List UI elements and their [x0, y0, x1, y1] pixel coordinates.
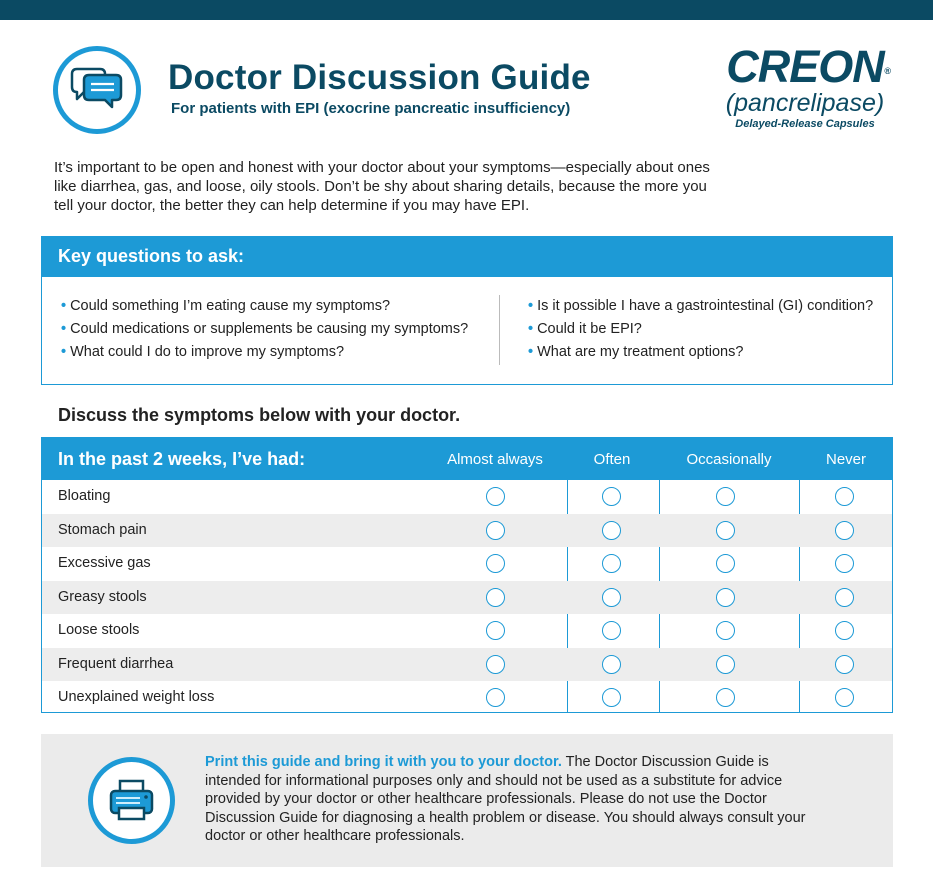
print-notice	[41, 734, 893, 867]
bullet: •	[61, 298, 67, 314]
symptom-rows	[42, 480, 892, 715]
symptom-label: Unexplained weight loss	[58, 689, 215, 705]
question-item: • Could something I’m eating cause my symptoms?	[61, 298, 391, 314]
question-item: • What are my treatment options?	[528, 344, 744, 360]
radio-often[interactable]	[602, 655, 621, 674]
radio-almost-always[interactable]	[486, 655, 505, 674]
logo-description: Delayed-Release Capsules	[735, 118, 875, 130]
symptom-table	[41, 437, 893, 713]
questions-divider	[499, 295, 500, 365]
bullet: •	[528, 344, 534, 360]
key-questions-box	[41, 236, 893, 385]
radio-never[interactable]	[835, 588, 854, 607]
questions-right-column	[528, 295, 873, 364]
symptom-label: Stomach pain	[58, 521, 147, 538]
bullet: •	[61, 321, 67, 337]
radio-occasionally[interactable]	[716, 521, 735, 540]
radio-never[interactable]	[835, 655, 854, 674]
question-item: • What could I do to improve my symptoms?	[61, 344, 345, 360]
symptom-label: Loose stools	[58, 622, 140, 638]
radio-almost-always[interactable]	[486, 487, 505, 506]
symptom-row	[42, 480, 892, 514]
page-title: Doctor Discussion Guide	[168, 58, 591, 97]
symptom-label: Bloating	[58, 488, 111, 504]
radio-occasionally[interactable]	[716, 588, 735, 607]
symptom-row	[42, 681, 892, 715]
discuss-heading: Discuss the symptoms below with your doctor.	[58, 405, 461, 425]
radio-almost-always[interactable]	[486, 554, 505, 573]
radio-almost-always[interactable]	[486, 588, 505, 607]
bullet: •	[61, 344, 67, 360]
radio-never[interactable]	[835, 487, 854, 506]
radio-never[interactable]	[835, 688, 854, 707]
symptom-row	[42, 581, 892, 615]
question-item: • Could medications or supplements be causing my symptoms?	[61, 321, 469, 337]
radio-never[interactable]	[835, 621, 854, 640]
radio-occasionally[interactable]	[716, 655, 735, 674]
radio-almost-always[interactable]	[486, 688, 505, 707]
symptom-label: Greasy stools	[58, 588, 147, 605]
radio-never[interactable]	[835, 554, 854, 573]
logo-generic-name: (pancrelipase)	[725, 89, 885, 117]
radio-often[interactable]	[602, 487, 621, 506]
bullet: •	[528, 321, 534, 337]
printer-icon	[88, 757, 175, 844]
radio-often[interactable]	[602, 621, 621, 640]
symptom-row	[42, 614, 892, 648]
column-occasionally: Occasionally	[686, 451, 772, 468]
radio-often[interactable]	[602, 588, 621, 607]
logo-registered: ®	[884, 66, 890, 76]
symptom-label: Frequent diarrhea	[58, 655, 174, 672]
radio-often[interactable]	[602, 688, 621, 707]
top-bar	[0, 0, 933, 20]
column-never: Never	[825, 451, 866, 468]
symptom-table-title: In the past 2 weeks, I’ve had:	[58, 449, 306, 469]
radio-almost-always[interactable]	[486, 521, 505, 540]
question-item: • Could it be EPI?	[528, 321, 642, 337]
key-questions-heading: Key questions to ask:	[42, 237, 892, 277]
symptom-row	[42, 514, 892, 548]
symptom-label: Excessive gas	[58, 555, 151, 571]
symptom-table-header	[42, 438, 892, 480]
creon-logo	[720, 42, 890, 130]
logo-brand: CREON ®	[720, 42, 890, 92]
radio-never[interactable]	[835, 521, 854, 540]
symptom-row	[42, 648, 892, 682]
radio-occasionally[interactable]	[716, 487, 735, 506]
print-notice-body: The Doctor Discussion Guide is intended for informational purposes only and should not be used as a substitute for advice provided by your doctor or other healthcare professionals. Please do not use the Doctor Discussion Guide for diagnosing a health problem or disease. You should always consult your doctor or other healthcare professionals.	[205, 754, 806, 844]
column-often: Often	[593, 451, 631, 468]
page-subtitle: For patients with EPI (exocrine pancreatic insufficiency)	[171, 100, 571, 117]
questions-left-column	[61, 295, 468, 364]
print-notice-highlight: Print this guide and bring it with you to your doctor.	[205, 754, 562, 770]
symptom-row	[42, 547, 892, 581]
radio-often[interactable]	[602, 521, 621, 540]
column-almost-always: Almost always	[447, 451, 543, 468]
question-item: • Is it possible I have a gastrointestinal (GI) condition?	[528, 298, 874, 314]
print-notice-text	[205, 753, 825, 846]
radio-almost-always[interactable]	[486, 621, 505, 640]
radio-occasionally[interactable]	[716, 554, 735, 573]
intro-paragraph: It’s important to be open and honest with your doctor about your symptoms—especially about ones like diarrhea, gas, and loose, oily stools. Don’t be shy about sharing details, because the more you tell your doctor, the better they can help determine if you may have EPI.	[54, 159, 710, 214]
radio-occasionally[interactable]	[716, 621, 735, 640]
chat-bubbles-icon	[53, 46, 141, 134]
bullet: •	[528, 298, 534, 314]
radio-occasionally[interactable]	[716, 688, 735, 707]
radio-often[interactable]	[602, 554, 621, 573]
